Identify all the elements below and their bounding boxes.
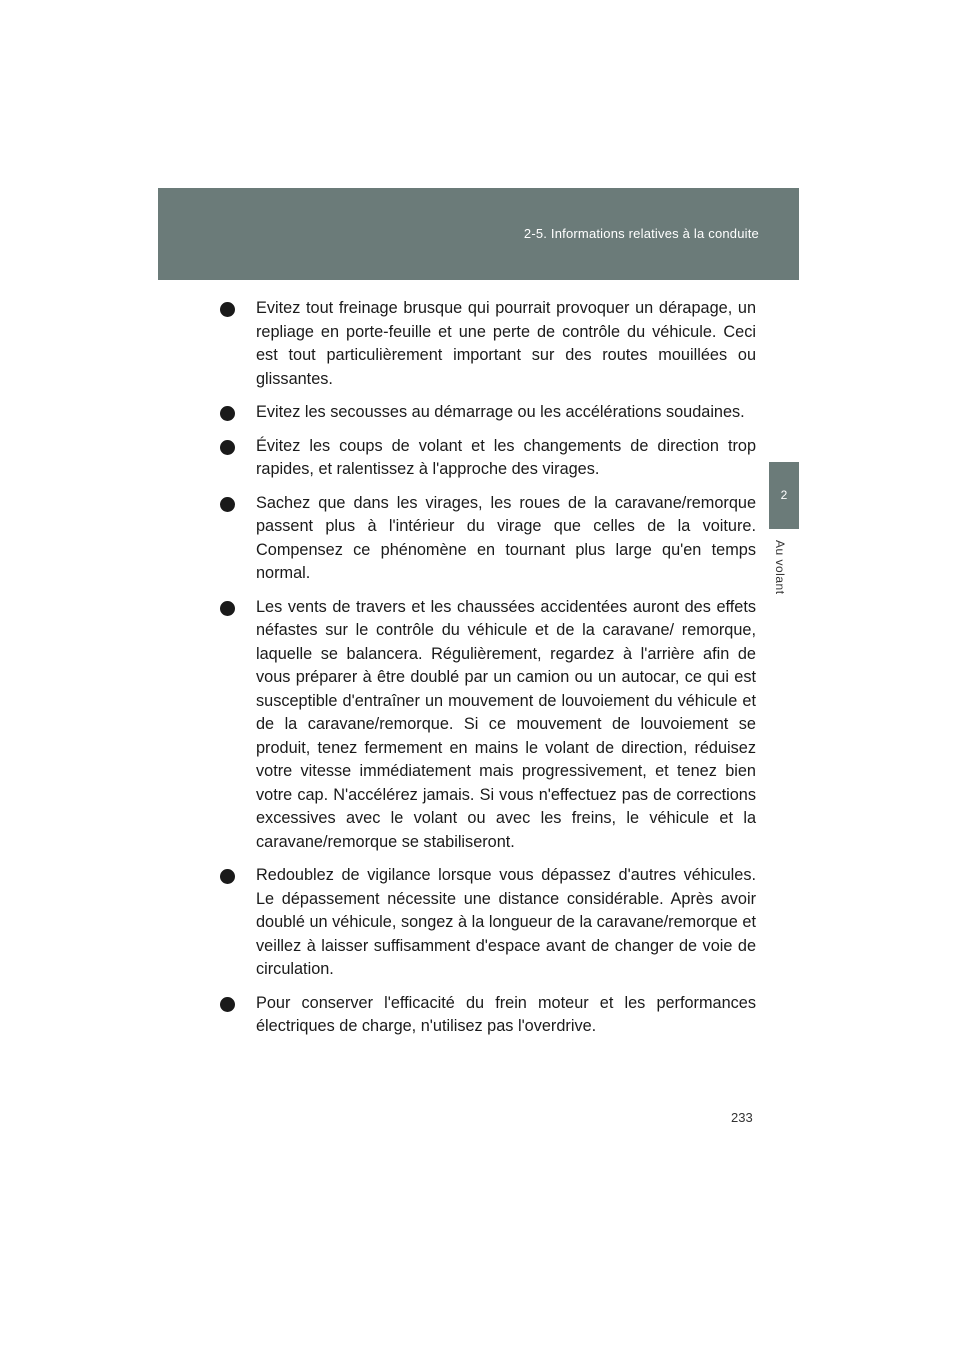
bullet-dot-icon	[220, 869, 235, 884]
bullet-item	[219, 492, 756, 586]
bullet-dot-icon	[220, 497, 235, 512]
bullet-text: Redoublez de vigilance lorsque vous dépassez d'autres véhicules. Le dépassement nécessite une distance considérable. Après avoir doublé un véhicule, songez à la longueur de la caravane/remorque et veillez à laisser suffisamment d'espace avant de changer de voie de circulation.	[256, 866, 756, 978]
bullet-dot-icon	[220, 601, 235, 616]
chapter-label: Au volant	[773, 540, 787, 595]
bullet-text: Les vents de travers et les chaussées accidentées auront des effets néfastes sur le contrôle du véhicule et de la caravane/ remorque, laquelle se balancera. Régulièrement, regardez à l'arrière afin de vous préparer à être doublé par un camion ou un autocar, ce qui est susceptible d'entraîner un mouvement de louvoiement du véhicule et de la caravane/remorque. Si ce mouvement de louvoiement se produit, tenez fermement en mains le volant de direction, réduisez votre vitesse immédiatement mais progressivement, et tenez bien votre cap. N'accélérez jamais. Si vous n'effectuez pas de corrections excessives avec le volant ou avec les freins, le véhicule et la caravane/remorque se stabiliseront.	[256, 597, 756, 851]
bullet-item	[219, 596, 756, 855]
chapter-tab	[769, 462, 799, 529]
bullet-text: Evitez tout freinage brusque qui pourrait provoquer un dérapage, un repliage en porte-feuille et une perte de contrôle du véhicule. Ceci est tout particulièrement important sur des routes mouillées ou glissantes.	[256, 299, 756, 388]
chapter-number: 2	[780, 488, 788, 502]
bullet-text: Evitez les secousses au démarrage ou les accélérations soudaines.	[256, 403, 745, 421]
bullet-dot-icon	[220, 406, 235, 421]
bullet-text: Pour conserver l'efficacité du frein moteur et les performances électriques de charge, n'utilisez pas l'overdrive.	[256, 993, 756, 1035]
bullet-dot-icon	[220, 440, 235, 455]
bullet-item	[219, 401, 756, 425]
section-header-band	[158, 188, 799, 280]
page-number: 233	[731, 1110, 753, 1125]
bullet-dot-icon	[220, 302, 235, 317]
bullet-dot-icon	[220, 997, 235, 1012]
bullet-list	[219, 297, 756, 1049]
bullet-item	[219, 864, 756, 982]
bullet-item	[219, 297, 756, 391]
section-title: 2-5. Informations relatives à la conduite	[523, 226, 759, 241]
bullet-text: Évitez les coups de volant et les changements de direction trop rapides, et ralentissez à l'approche des virages.	[256, 436, 756, 478]
bullet-text: Sachez que dans les virages, les roues de la caravane/remorque passent plus à l'intérieur du virage que celles de la voiture. Compensez ce phénomène en tournant plus large qu'en temps normal.	[256, 493, 756, 582]
bullet-item	[219, 992, 756, 1039]
bullet-item	[219, 435, 756, 482]
